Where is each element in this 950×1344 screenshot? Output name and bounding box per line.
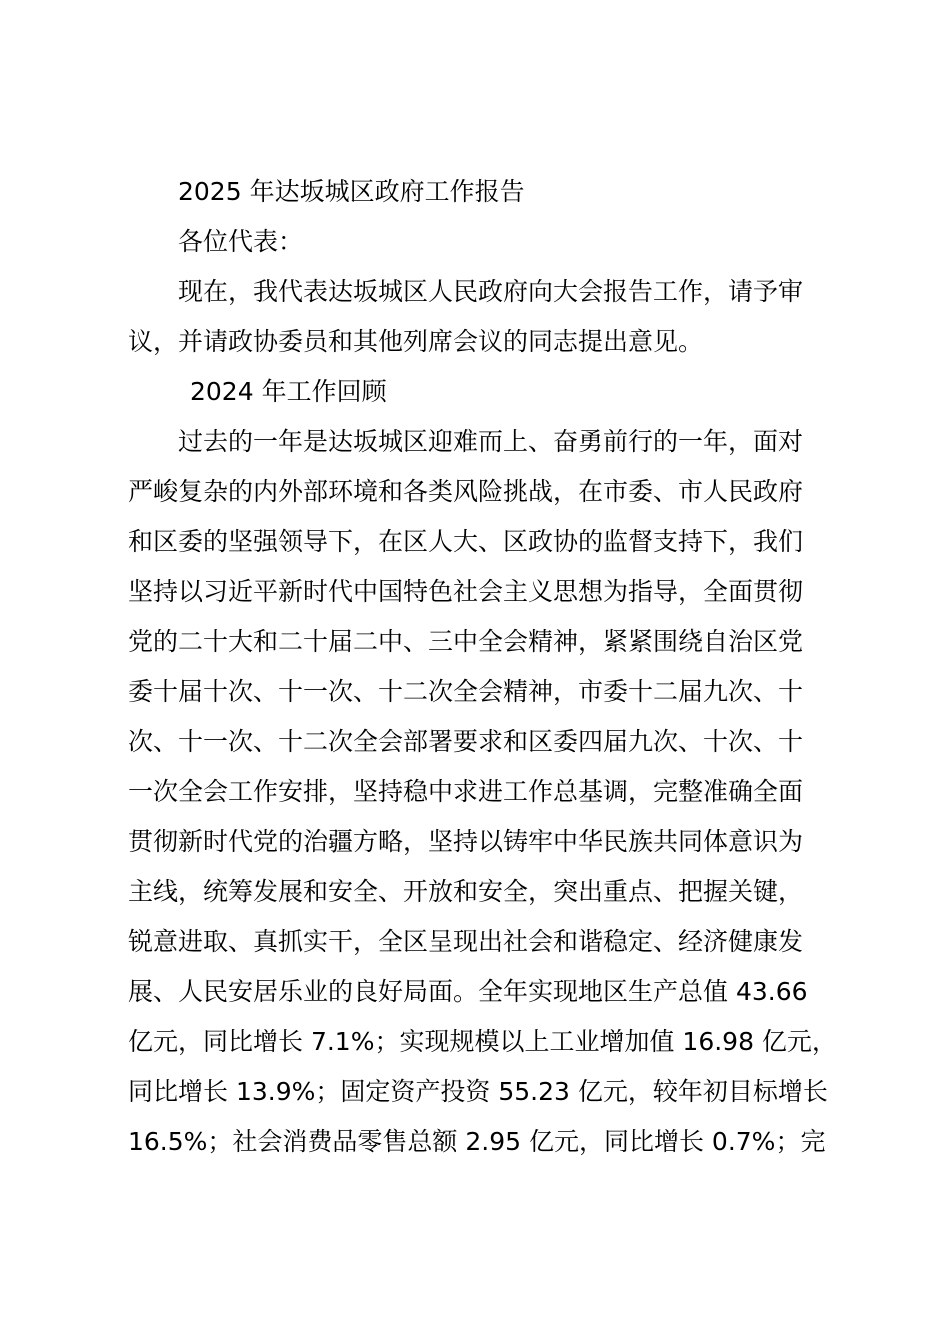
body-line: 16.5%；社会消费品零售总额 2.95 亿元，同比增长 0.7%；完 bbox=[128, 1127, 826, 1156]
body-line: 同比增长 13.9%；固定资产投资 55.23 亿元，较年初目标增长 bbox=[128, 1077, 828, 1106]
body-line: 党的二十大和二十届二中、三中全会精神，紧紧围绕自治区党 bbox=[128, 627, 804, 656]
intro-line: 议，并请政协委员和其他列席会议的同志提出意见。 bbox=[128, 327, 704, 356]
body-line: 锐意进取、真抓实干，全区呈现出社会和谐稳定、经济健康发 bbox=[128, 927, 804, 956]
body-line: 坚持以习近平新时代中国特色社会主义思想为指导，全面贯彻 bbox=[128, 577, 804, 606]
body-line: 主线，统筹发展和安全、开放和安全，突出重点、把握关键， bbox=[128, 877, 804, 906]
body-line: 展、人民安居乐业的良好局面。全年实现地区生产总值 43.66 bbox=[128, 977, 808, 1006]
body-line: 一次全会工作安排，坚持稳中求进工作总基调，完整准确全面 bbox=[128, 777, 804, 806]
body-line: 和区委的坚强领导下，在区人大、区政协的监督支持下，我们 bbox=[128, 527, 804, 556]
body-line: 亿元，同比增长 7.1%；实现规模以上工业增加值 16.98 亿元， bbox=[128, 1027, 837, 1056]
body-line: 严峻复杂的内外部环境和各类风险挑战，在市委、市人民政府 bbox=[128, 477, 804, 506]
salutation: 各位代表： bbox=[178, 227, 304, 256]
body-line: 次、十一次、十二次全会部署要求和区委四届九次、十次、十 bbox=[128, 727, 804, 756]
section-heading: 2024 年工作回顾 bbox=[190, 377, 387, 406]
document-title: 2025 年达坂城区政府工作报告 bbox=[178, 177, 525, 206]
body-line: 过去的一年是达坂城区迎难而上、奋勇前行的一年，面对 bbox=[178, 427, 804, 456]
body-line: 贯彻新时代党的治疆方略，坚持以铸牢中华民族共同体意识为 bbox=[128, 827, 804, 856]
body-line: 委十届十次、十一次、十二次全会精神，市委十二届九次、十 bbox=[128, 677, 804, 706]
intro-line: 现在，我代表达坂城区人民政府向大会报告工作，请予审 bbox=[178, 277, 804, 306]
